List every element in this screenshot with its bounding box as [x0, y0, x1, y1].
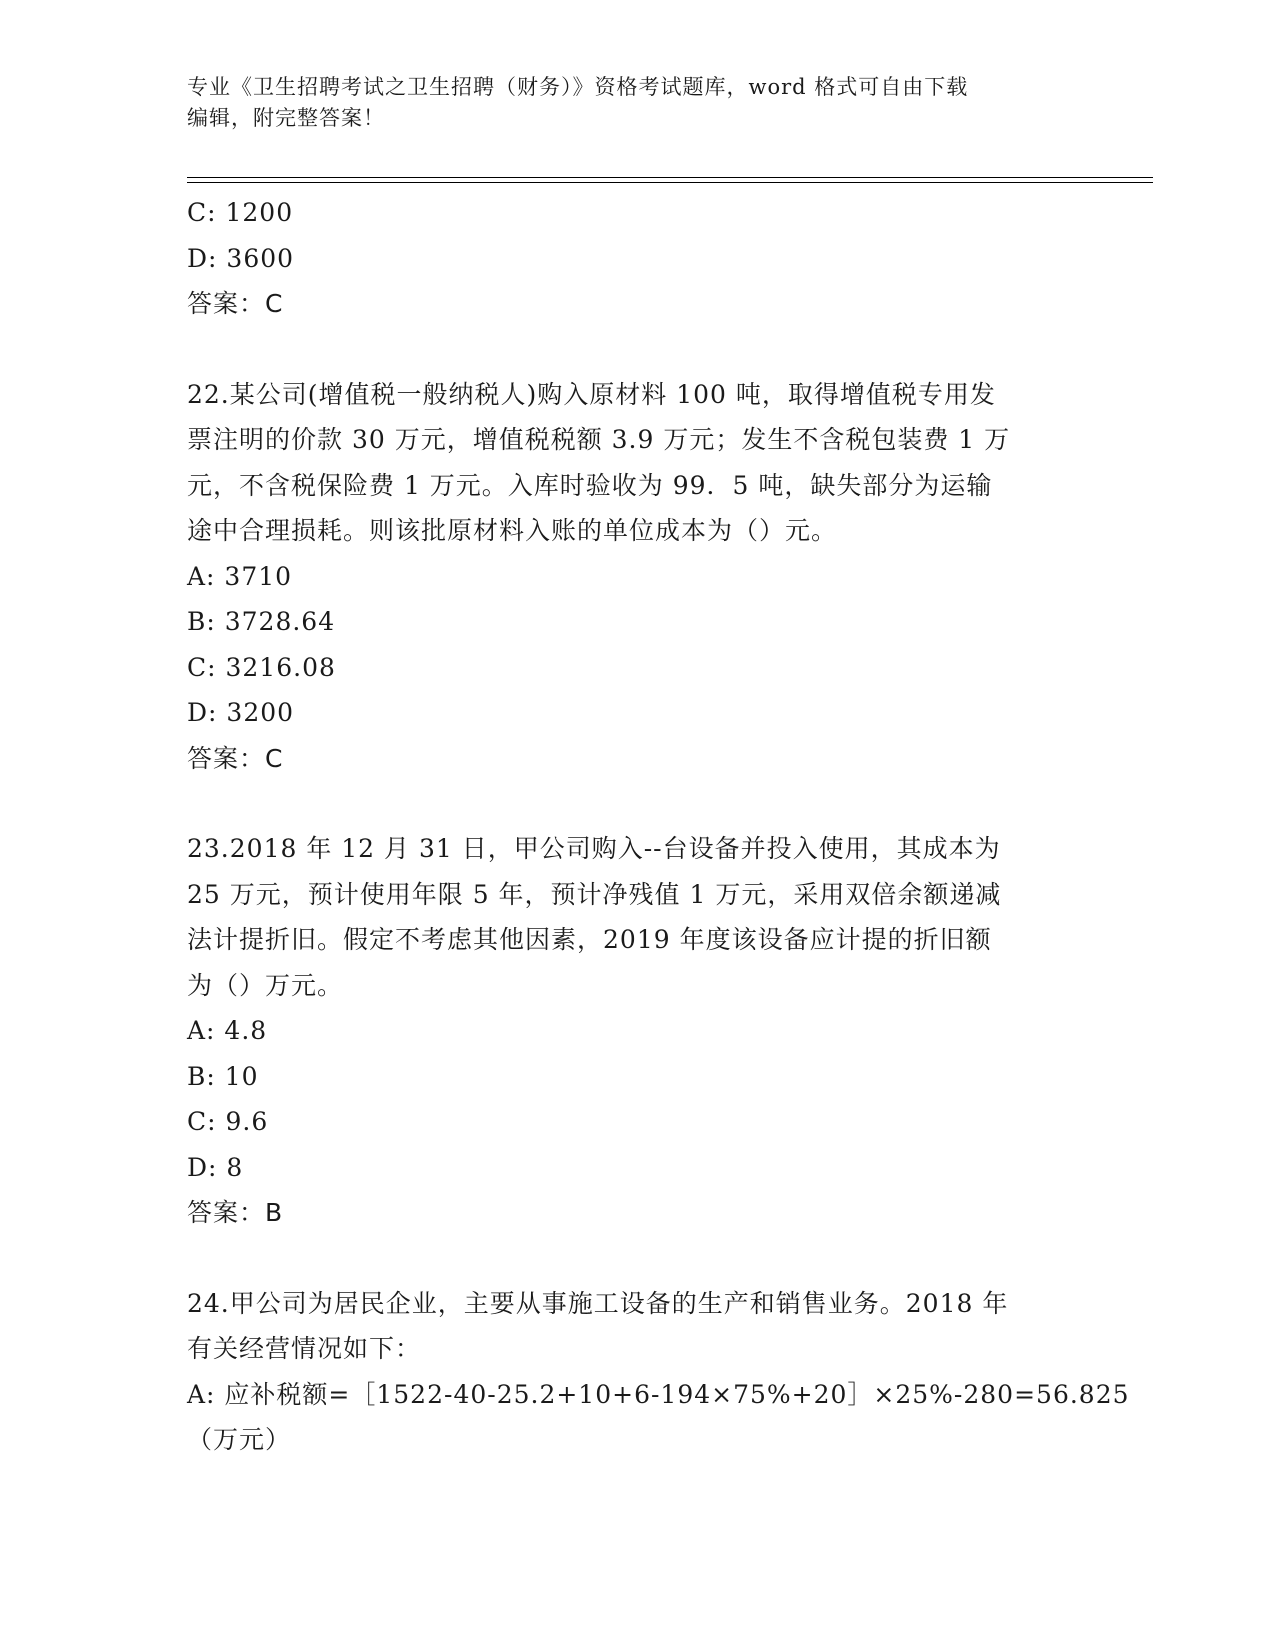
header-line-1: 专业《卫生招聘考试之卫生招聘（财务）》资格考试题库，word 格式可自由下载 — [187, 75, 969, 99]
question-stem-line: 有关经营情况如下： — [187, 1334, 422, 1363]
option-c: C: 9.6 — [187, 1107, 269, 1136]
question-stem-line: 为（）万元。 — [187, 970, 344, 1000]
previous-question — [187, 190, 1087, 327]
question-stem-line: 25 万元，预计使用年限 5 年，预计净残值 1 万元，采用双倍余额递减 — [187, 879, 1002, 909]
spacer — [187, 327, 1087, 372]
spacer — [187, 1236, 1087, 1281]
question-stem-line: 24.甲公司为居民企业，主要从事施工设备的生产和销售业务。2018 年 — [187, 1288, 1009, 1318]
option-b: B: 10 — [187, 1061, 259, 1091]
option-d: D: 3200 — [187, 698, 295, 727]
option-c: C: 1200 — [187, 198, 294, 227]
header-line-2: 编辑，附完整答案！ — [187, 106, 385, 130]
answer-line: 答案：B — [187, 1198, 284, 1227]
option-d: D: 8 — [187, 1152, 244, 1182]
document-body — [187, 190, 1130, 1463]
option-c: C: 3216.08 — [187, 652, 336, 682]
question-stem-line: 23.2018 年 12 月 31 日，甲公司购入--台设备并投入使用，其成本为 — [187, 834, 1001, 863]
question-24 — [187, 1281, 1130, 1463]
option-a: A: 应补税额=［1522-40-25.2+10+6-194×75%+20］×25%-280=56.825 — [187, 1379, 1130, 1409]
question-stem-line: 法计提折旧。假定不考虑其他因素，2019 年度该设备应计提的折旧额 — [187, 925, 992, 954]
option-a: A: 4.8 — [187, 1016, 268, 1045]
question-stem-line: 途中合理损耗。则该批原材料入账的单位成本为（）元。 — [187, 516, 838, 545]
question-22 — [187, 372, 1087, 782]
option-d: D: 3600 — [187, 243, 295, 273]
header-rule-top — [187, 177, 1153, 178]
option-a-continuation: （万元） — [187, 1425, 292, 1454]
option-a: A: 3710 — [187, 561, 293, 591]
question-stem-line: 22.某公司(增值税一般纳税人)购入原材料 100 吨，取得增值税专用发 — [187, 379, 996, 409]
header-rule-bottom — [187, 182, 1153, 183]
document-header — [187, 72, 1087, 134]
question-stem-line: 票注明的价款 30 万元，增值税税额 3.9 万元；发生不含税包装费 1 万 — [187, 425, 1011, 454]
answer-line: 答案：C — [187, 743, 284, 773]
question-stem-line: 元，不含税保险费 1 万元。入库时验收为 99．5 吨，缺失部分为运输 — [187, 470, 993, 500]
answer-line: 答案：C — [187, 289, 284, 318]
spacer — [187, 781, 1087, 826]
question-23 — [187, 826, 1087, 1236]
option-b: B: 3728.64 — [187, 607, 336, 636]
